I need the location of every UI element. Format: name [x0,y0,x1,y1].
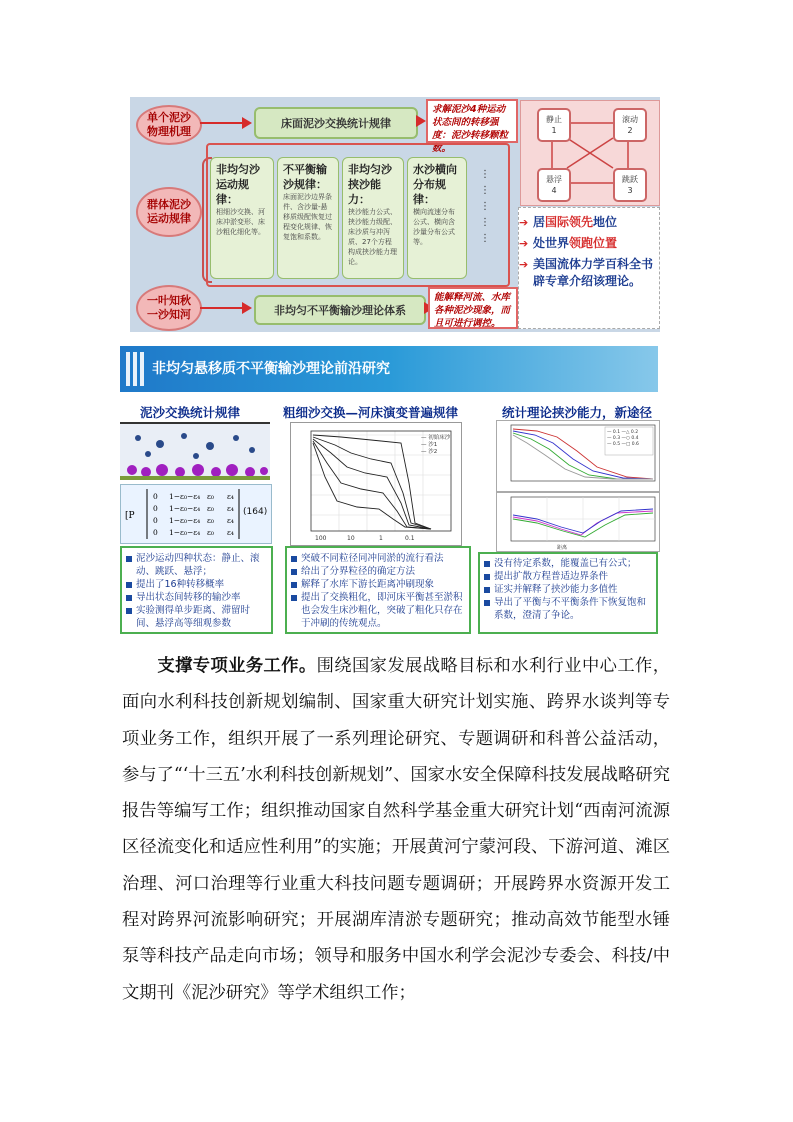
svg-text:ε₀: ε₀ [207,504,214,513]
svg-text:ε₄: ε₄ [227,528,234,537]
panel-3-bullets [478,552,658,634]
svg-text:1−ε₀−ε₄: 1−ε₀−ε₄ [169,516,201,525]
section-banner [120,346,658,392]
theory-framework-figure [130,97,660,332]
svg-text:— 0.5 —□ 0.6: — 0.5 —□ 0.6 [607,442,639,447]
state-node: 悬浮 4 [537,168,571,202]
column-body: 横向流速分布公式、横向含沙量分布公式等。 [413,208,455,246]
achievement-item: ➔ 处世界领跑位置 [519,235,659,252]
bullet-item: 实验测得单步距离、滞留时间、悬浮高等细观参数 [125,604,268,630]
gradation-curves-svg [291,423,461,545]
bottom-note: 能解释河流、水库各种泥沙现象，而且可进行调控。 [428,287,518,329]
svg-text:0: 0 [153,528,158,537]
capacity-curves-svg [497,421,659,491]
svg-text:ε₀: ε₀ [207,528,214,537]
top-note: 求解泥沙4种运动状态间的转移强度：泥沙转移颗粒数。 [426,99,518,143]
svg-text:[P: [P [125,511,135,521]
banner-bars [126,352,147,390]
svg-text:— 初始床沙: — 初始床沙 [421,435,451,441]
bullet-item: 证实并解释了挟沙能力多值性 [483,583,653,596]
svg-text:— 沙2: — 沙2 [421,449,438,455]
svg-text:距离: 距离 [557,545,568,551]
column-body: 相细沙交换、河床冲淤变形、床沙粗化细化等。 [216,208,265,236]
bullet-item: 导出了平衡与不平衡条件下恢复饱和系数，澄清了争论。 [483,596,653,622]
profile-curves-svg [497,493,659,551]
column-title: 水沙横向 分布规律： [413,163,457,206]
bullet-item: 给出了分界粒径的确定方法 [290,565,466,578]
equation-number: (164) [243,507,268,517]
svg-text:0: 0 [153,516,158,525]
column-body: 挟沙能力公式、挟沙能力级配、床沙质与冲泻质、27个方程构成挟沙能力理论。 [348,208,397,266]
achievement-item: ➔ 美国流体力学百科全书辟专章介绍该理论。 [519,256,659,290]
column-nonuniform-motion [210,157,274,279]
svg-text:1−ε₀−ε₄: 1−ε₀−ε₄ [169,504,201,513]
particle-channel-figure [120,422,270,480]
bullet-item: 导出状态间转移的输沙率 [125,591,268,604]
bullet-item: 没有待定系数，能覆盖已有公式； [483,557,653,570]
svg-text:ε₄: ε₄ [227,492,234,501]
svg-text:ε₄: ε₄ [227,516,234,525]
capacity-curves-figure [496,420,660,492]
panel-2-title: 粗细沙交换—河床演变普遍规律 [283,405,459,420]
state-transition-diagram [520,100,660,206]
svg-text:ε₄: ε₄ [227,504,234,513]
oval-group-motion: 群体泥沙 运动规律 [136,187,202,237]
state-node: 滚动 2 [613,108,647,142]
bullet-item: 提出了16种转移概率 [125,578,268,591]
achievement-item: ➔ 居国际领先地位 [519,214,659,231]
svg-text:1−ε₀−ε₄: 1−ε₀−ε₄ [169,528,201,537]
column-nonequilibrium [277,157,339,279]
arrow-line [200,122,242,124]
column-body: 床面泥沙边界条件、含沙量-悬移质级配恢复过程变化规律、恢复饱和系数。 [283,193,332,241]
bullet-item: 泥沙运动四种状态：静止、滚动、跳跃、悬浮； [125,552,268,578]
column-title: 非均匀沙 运动规律： [216,163,260,206]
achievements-box [518,207,660,329]
bullet-item: 提出了交换粗化，即河床平衡甚至淤积也会发生床沙粗化，突破了粗化只存在于冲刷的传统观点。 [290,591,466,630]
column-title: 非均匀沙 挟沙能力： [348,163,392,206]
panel-2-bullets [285,546,471,634]
column-title: 不平衡输 沙规律： [283,163,327,191]
bullet-item: 提出扩散方程普适边界条件 [483,570,653,583]
panel-1-bullets [120,546,273,634]
svg-text:0: 0 [153,504,158,513]
svg-text:1: 1 [379,535,383,542]
body-paragraph [122,648,670,1011]
svg-text:ε₀: ε₀ [207,516,214,525]
arrow-line [200,307,242,309]
arrow-icon [242,302,252,314]
panel-1-title: 泥沙交换统计规律 [140,405,241,420]
svg-text:100: 100 [315,535,327,542]
arrow-icon [416,115,426,127]
transition-matrix-equation [120,484,272,544]
svg-text:0: 0 [153,492,158,501]
svg-text:— 沙1: — 沙1 [421,442,438,448]
svg-text:ε₀: ε₀ [207,492,214,501]
bottom-box: 非均匀不平衡输沙理论体系 [254,295,426,325]
gradation-curves-figure [290,422,462,546]
svg-text:0.1: 0.1 [405,535,415,542]
arrow-icon [242,117,252,129]
svg-text:1−ε₀−ε₄: 1−ε₀−ε₄ [169,492,201,501]
paragraph-body: 围绕国家发展战略目标和水利行业中心工作，面向水利科技创新规划编制、国家重大研究计划实施、跨界水谈判等专项业务工作，组织开展了一系列理论研究、专题调研和科普公益活动，参与了“‘十三五’水利科技创新规划”、国家水安全保障科技发展战略研究报告等编写工作；组织推动国家自然科学基金重大研究计划“西南河流源区径流变化和适应性利用”的实施；开展黄河宁蒙河段、下游河道、滩区治理、河口治理等行业重大科技问题专题调研；开展跨界水资源开发工程对跨界河流影响研究；开展湖库清淤专题研究；推动高效节能型水锤泵等科技产品走向市场；领导和服务中国水利学会泥沙专委会、科技/中文期刊《泥沙研究》等学术组织工作； [122,656,670,1003]
paragraph-lead: 支撑专项业务工作。 [157,656,317,676]
svg-text:— 0.1 —△ 0.2: — 0.1 —△ 0.2 [607,430,639,435]
profile-curves-figure [496,492,660,552]
svg-text:10: 10 [347,535,355,542]
state-node: 静止 1 [537,108,571,142]
bullet-item: 突破不同粒径同冲同淤的流行看法 [290,552,466,565]
particles-illustration [120,424,270,480]
column-lateral-distribution [407,157,467,279]
ellipsis-column: ⋮ ⋮ ⋮ ⋮ ⋮ [480,169,490,244]
panel-3-title: 统计理论挟沙能力，新途径 [502,405,653,420]
svg-text:— 0.3 —○ 0.4: — 0.3 —○ 0.4 [607,436,639,441]
oval-one-leaf: 一叶知秋 一沙知河 [136,285,202,331]
state-node: 跳跃 3 [613,168,647,202]
oval-single-particle: 单个泥沙 物理机理 [136,105,202,145]
column-carrying-capacity [342,157,404,279]
bullet-item: 解释了水库下游长距离冲刷现象 [290,578,466,591]
top-box: 床面泥沙交换统计规律 [254,107,418,139]
banner-title: 非均匀悬移质不平衡输沙理论前沿研究 [152,361,390,377]
